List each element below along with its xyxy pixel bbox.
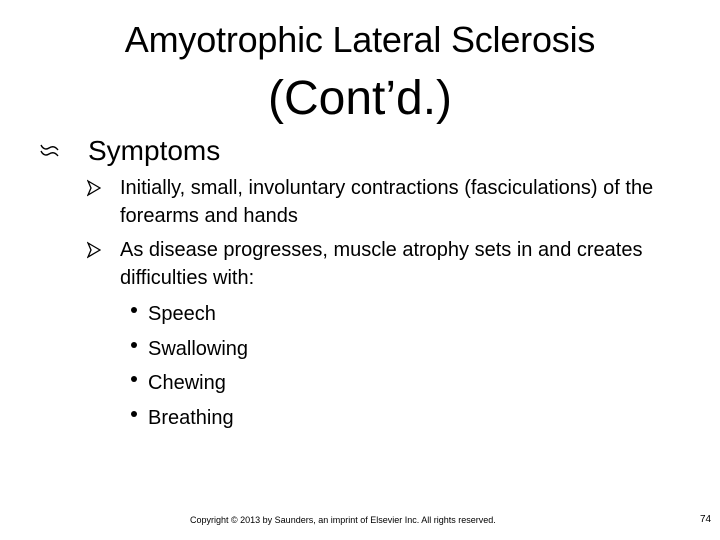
heading-symptoms: Symptoms [88,135,221,166]
subpoint-breathing [131,404,234,432]
slide-title-continued: (Cont’d.) [267,72,453,125]
point-2 [87,236,687,292]
slide-title: Amyotrophic Lateral Sclerosis [124,19,596,60]
subpoint-text: Speech [148,303,216,325]
bullet-dot-icon [131,307,137,313]
bullet-dot-icon [131,342,137,348]
page-number: 74 [700,514,712,525]
subpoint-text: Swallowing [148,338,249,360]
subpoint-chewing [131,369,226,397]
bullet-dot-icon [131,411,137,417]
subpoint-text: Chewing [148,372,226,394]
decorative-bullet-icon [40,134,60,168]
copyright-notice: Copyright © 2013 by Saunders, an imprint of Elsevier Inc. All rights reserved. [190,515,496,525]
point-2-text: As disease progresses, muscle atrophy sets in and creates difficulties with: [120,239,643,289]
point-1-text: Initially, small, involuntary contractions (fasciculations) of the forearms and hands [120,177,654,227]
bullet-dot-icon [131,376,137,382]
arrow-bullet-icon [87,174,101,202]
point-1 [87,174,687,230]
arrow-bullet-icon [87,236,101,264]
subpoint-swallowing [131,335,248,363]
subpoint-speech [131,300,216,328]
subpoint-text: Breathing [148,407,234,429]
